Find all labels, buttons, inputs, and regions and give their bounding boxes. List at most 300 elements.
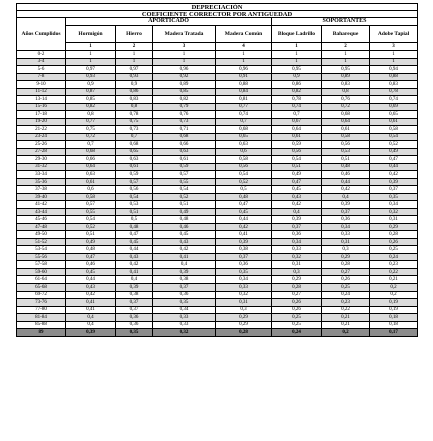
value-cell: 0,38 (116, 291, 153, 299)
value-cell: 0,77 (66, 118, 116, 126)
table-body (17, 51, 418, 337)
table-row (17, 96, 418, 104)
value-cell: 0,48 (66, 246, 116, 254)
value-cell: 0,36 (116, 321, 153, 329)
value-cell: 0,72 (322, 103, 370, 111)
value-cell: 0,9 (116, 81, 153, 89)
value-cell: 0,34 (153, 306, 216, 314)
value-cell: 0,7 (272, 111, 322, 119)
value-cell: 1 (370, 58, 418, 66)
value-cell: 0,6 (66, 186, 116, 194)
value-cell: 0,66 (66, 156, 116, 164)
column-index: 1 (66, 43, 116, 51)
value-cell: 0,25 (322, 283, 370, 291)
age-cell: 59-60 (17, 268, 66, 276)
value-cell: 0,37 (116, 299, 153, 307)
value-cell: 1 (322, 58, 370, 66)
value-cell: 0,72 (66, 133, 116, 141)
value-cell: 0,29 (272, 276, 322, 284)
value-cell: 0,25 (370, 246, 418, 254)
value-cell: 0,28 (322, 261, 370, 269)
value-cell: 0,63 (153, 148, 216, 156)
value-cell: 0,94 (370, 66, 418, 74)
value-cell: 0,65 (216, 133, 272, 141)
table-row (17, 306, 418, 314)
table-row (17, 118, 418, 126)
value-cell: 0,48 (153, 216, 216, 224)
table-row (17, 148, 418, 156)
age-cell: 23-24 (17, 133, 66, 141)
value-cell: 0,78 (370, 88, 418, 96)
value-cell: 0,47 (272, 178, 322, 186)
column-index: 3 (153, 43, 216, 51)
value-cell: 0,39 (322, 201, 370, 209)
value-cell: 0,41 (153, 253, 216, 261)
age-cell: 43-44 (17, 208, 66, 216)
value-cell: 0,57 (153, 171, 216, 179)
table-subtitle: COEFICIENTE CORRECTOR POR ANTIGÜEDAD (17, 11, 418, 18)
age-cell: 11-12 (17, 88, 66, 96)
value-cell: 0,21 (322, 314, 370, 322)
value-cell: 0,21 (370, 276, 418, 284)
age-cell: 31-32 (17, 163, 66, 171)
value-cell: 0,22 (322, 306, 370, 314)
column-index: 4 (216, 43, 272, 51)
group-soportantes: SOPORTANTES (272, 18, 418, 26)
value-cell: 0,22 (370, 268, 418, 276)
value-cell: 0,92 (153, 73, 216, 81)
value-cell: 1 (116, 58, 153, 66)
value-cell: 0,43 (272, 193, 322, 201)
value-cell: 0,38 (153, 276, 216, 284)
age-cell: 81-84 (17, 314, 66, 322)
value-cell: 0,33 (153, 314, 216, 322)
value-cell: 0,49 (272, 171, 322, 179)
age-cell: 45-46 (17, 216, 66, 224)
value-cell: 0,41 (116, 268, 153, 276)
age-cell: 3-4 (17, 58, 66, 66)
value-cell: 0,48 (322, 163, 370, 171)
value-cell: 0,42 (153, 246, 216, 254)
value-cell: 0,19 (370, 299, 418, 307)
value-cell: 0,93 (66, 73, 116, 81)
table-row (17, 201, 418, 209)
value-cell: 0,51 (322, 156, 370, 164)
column-header: Bloque Ladrillo (272, 26, 322, 43)
value-cell: 0,65 (116, 148, 153, 156)
value-cell: 0,89 (153, 81, 216, 89)
value-cell: 0,28 (216, 329, 272, 337)
value-cell: 0,83 (322, 81, 370, 89)
depreciation-sheet (16, 3, 417, 337)
value-cell: 0,54 (370, 133, 418, 141)
value-cell: 0,42 (216, 223, 272, 231)
age-cell: 49-50 (17, 231, 66, 239)
value-cell: 0,93 (116, 73, 153, 81)
value-cell: 0,32 (370, 208, 418, 216)
value-cell: 0,44 (216, 216, 272, 224)
value-cell: 0,49 (370, 148, 418, 156)
column-index: 2 (116, 43, 153, 51)
column-header: Madera Común (216, 26, 272, 43)
table-row (17, 314, 418, 322)
table-row (17, 283, 418, 291)
value-cell: 0,9 (66, 81, 116, 89)
value-cell: 0,2 (370, 291, 418, 299)
value-cell: 0,75 (66, 126, 116, 134)
table-row (17, 58, 418, 66)
value-cell: 0,35 (153, 299, 216, 307)
value-cell: 0,52 (66, 223, 116, 231)
value-cell: 0,33 (216, 283, 272, 291)
table-row (17, 193, 418, 201)
table-row (17, 126, 418, 134)
value-cell: 0,64 (272, 126, 322, 134)
table-row (17, 299, 418, 307)
table-row (17, 111, 418, 119)
value-cell: 0,97 (116, 66, 153, 74)
value-cell: 0,42 (322, 186, 370, 194)
age-cell: 65-68 (17, 283, 66, 291)
value-cell: 0,43 (153, 238, 216, 246)
value-cell: 0,31 (322, 238, 370, 246)
value-cell: 0,61 (272, 133, 322, 141)
value-cell: 0,56 (322, 141, 370, 149)
age-cell: 17-18 (17, 111, 66, 119)
value-cell: 1 (153, 51, 216, 59)
value-cell: 0,35 (116, 329, 153, 337)
value-cell: 0,97 (66, 66, 116, 74)
value-cell: 0,54 (66, 216, 116, 224)
age-cell: 37-38 (17, 186, 66, 194)
table-row (17, 73, 418, 81)
value-cell: 0,39 (116, 283, 153, 291)
age-cell: 0-2 (17, 51, 66, 59)
age-cell: 41-42 (17, 201, 66, 209)
value-cell: 0,67 (272, 118, 322, 126)
age-cell: 85-88 (17, 321, 66, 329)
value-cell: 0,66 (153, 141, 216, 149)
table-row (17, 133, 418, 141)
table-row (17, 141, 418, 149)
value-cell: 0,54 (216, 171, 272, 179)
value-cell: 0,87 (66, 88, 116, 96)
value-cell: 0,59 (272, 141, 322, 149)
value-cell: 0,3 (216, 306, 272, 314)
value-cell: 0,24 (322, 291, 370, 299)
value-cell: 0,37 (322, 208, 370, 216)
value-cell: 0,28 (370, 231, 418, 239)
value-cell: 0,65 (370, 111, 418, 119)
value-cell: 0,4 (272, 208, 322, 216)
age-cell: 55-56 (17, 253, 66, 261)
value-cell: 0,25 (272, 321, 322, 329)
age-cell: 53-54 (17, 246, 66, 254)
value-cell: 0,4 (66, 314, 116, 322)
value-cell: 0,38 (216, 246, 272, 254)
value-cell: 0,84 (216, 88, 272, 96)
value-cell: 0,82 (153, 96, 216, 104)
table-row (17, 163, 418, 171)
column-index: 3 (370, 43, 418, 51)
value-cell: 0,4 (116, 276, 153, 284)
value-cell: 0,29 (322, 253, 370, 261)
value-cell: 0,32 (272, 253, 322, 261)
age-cell: 25-26 (17, 141, 66, 149)
value-cell: 0,39 (272, 216, 322, 224)
value-cell: 0,95 (322, 66, 370, 74)
age-cell: 35-36 (17, 178, 66, 186)
value-cell: 0,61 (66, 178, 116, 186)
value-cell: 0,37 (370, 186, 418, 194)
age-cell: 27-28 (17, 148, 66, 156)
value-cell: 0,39 (153, 268, 216, 276)
value-cell: 0,64 (322, 118, 370, 126)
value-cell: 0,63 (66, 171, 116, 179)
value-cell: 0,51 (116, 208, 153, 216)
value-cell: 0,56 (272, 148, 322, 156)
value-cell: 0,34 (370, 201, 418, 209)
value-cell: 0,96 (153, 66, 216, 74)
table-row (17, 231, 418, 239)
value-cell: 0,37 (216, 253, 272, 261)
value-cell: 0,4 (66, 321, 116, 329)
value-cell: 0,39 (370, 178, 418, 186)
value-cell: 0,68 (216, 126, 272, 134)
value-cell: 0,26 (272, 299, 322, 307)
value-cell: 0,55 (66, 208, 116, 216)
value-cell: 0,34 (322, 223, 370, 231)
value-cell: 0,7 (66, 141, 116, 149)
value-cell: 0,29 (370, 223, 418, 231)
value-cell: 0,83 (116, 96, 153, 104)
value-cell: 0,8 (66, 111, 116, 119)
value-cell: 0,54 (272, 156, 322, 164)
value-cell: 0,85 (153, 88, 216, 96)
value-cell: 0,86 (272, 81, 322, 89)
value-cell: 0,56 (116, 186, 153, 194)
value-cell: 0,7 (216, 118, 272, 126)
value-cell: 0,29 (216, 314, 272, 322)
value-cell: 0,74 (216, 111, 272, 119)
value-cell: 0,34 (216, 276, 272, 284)
column-header: Madera Tratada (153, 26, 216, 43)
value-cell: 0,68 (116, 141, 153, 149)
value-cell: 0,59 (153, 163, 216, 171)
value-cell: 0,44 (116, 246, 153, 254)
value-cell: 0,74 (370, 96, 418, 104)
value-cell: 0,39 (66, 329, 116, 337)
table-row (17, 186, 418, 194)
depreciation-table (16, 3, 418, 337)
value-cell: 0,37 (153, 283, 216, 291)
table-row (17, 276, 418, 284)
value-cell: 0,78 (272, 96, 322, 104)
age-cell: 73-76 (17, 299, 66, 307)
value-cell: 0,42 (272, 201, 322, 209)
group-aporticado: APORTICADO (66, 18, 272, 26)
value-cell: 1 (116, 51, 153, 59)
value-cell: 0,52 (216, 178, 272, 186)
value-cell: 0,41 (216, 231, 272, 239)
age-cell: 69-72 (17, 291, 66, 299)
value-cell: 1 (66, 51, 116, 59)
table-row (17, 208, 418, 216)
value-cell: 0,58 (66, 193, 116, 201)
value-cell: 0,82 (272, 88, 322, 96)
value-cell: 1 (370, 51, 418, 59)
value-cell: 0,58 (370, 126, 418, 134)
value-cell: 0,21 (322, 321, 370, 329)
value-cell: 0,57 (66, 201, 116, 209)
value-cell: 0,7 (116, 133, 153, 141)
value-cell: 0,78 (116, 111, 153, 119)
value-cell: 0,61 (153, 156, 216, 164)
value-cell: 0,32 (216, 291, 272, 299)
table-row (17, 216, 418, 224)
column-header: Bahareque (322, 26, 370, 43)
value-cell: 0,76 (153, 111, 216, 119)
value-cell: 0,58 (322, 133, 370, 141)
row-header-years: Años Cumplidos (17, 18, 66, 51)
value-cell: 0,52 (370, 141, 418, 149)
value-cell: 0,46 (322, 171, 370, 179)
value-cell: 0,4 (322, 193, 370, 201)
value-cell: 1 (272, 58, 322, 66)
age-cell: 47-48 (17, 223, 66, 231)
value-cell: 0,8 (116, 103, 153, 111)
value-cell: 0,42 (66, 291, 116, 299)
column-header: Hierro (116, 26, 153, 43)
value-cell: 0,55 (153, 178, 216, 186)
value-cell: 1 (153, 58, 216, 66)
value-cell: 0,74 (272, 103, 322, 111)
value-cell: 0,33 (153, 321, 216, 329)
table-row (17, 178, 418, 186)
table-row (17, 51, 418, 59)
value-cell: 0,19 (370, 306, 418, 314)
value-cell: 0,36 (116, 314, 153, 322)
value-cell: 0,51 (153, 201, 216, 209)
value-cell: 0,31 (216, 299, 272, 307)
value-cell: 0,37 (272, 223, 322, 231)
value-cell: 0,73 (116, 126, 153, 134)
age-cell: 57-58 (17, 261, 66, 269)
value-cell: 0,41 (66, 306, 116, 314)
value-cell: 0,69 (370, 103, 418, 111)
value-cell: 0,31 (370, 216, 418, 224)
value-cell: 0,49 (153, 208, 216, 216)
value-cell: 0,2 (370, 283, 418, 291)
value-cell: 0,73 (153, 118, 216, 126)
value-cell: 0,52 (153, 193, 216, 201)
value-cell: 0,57 (116, 178, 153, 186)
value-cell: 0,5 (216, 186, 272, 194)
value-cell: 0,43 (66, 283, 116, 291)
value-cell: 0,86 (116, 88, 153, 96)
table-row (17, 268, 418, 276)
value-cell: 0,36 (153, 291, 216, 299)
value-cell: 0,42 (116, 261, 153, 269)
table-row (17, 88, 418, 96)
age-cell: 39-40 (17, 193, 66, 201)
value-cell: 0,44 (322, 178, 370, 186)
value-cell: 0,32 (153, 329, 216, 337)
value-cell: 0,95 (272, 66, 322, 74)
column-header: Adobe Tapial (370, 26, 418, 43)
value-cell: 0,63 (216, 141, 272, 149)
value-cell: 0,28 (272, 283, 322, 291)
table-row (17, 238, 418, 246)
value-cell: 0,9 (272, 73, 322, 81)
value-cell: 0,47 (370, 156, 418, 164)
value-cell: 0,25 (272, 314, 322, 322)
value-cell: 0,23 (370, 261, 418, 269)
value-cell: 0,37 (116, 306, 153, 314)
value-cell: 0,51 (66, 231, 116, 239)
value-cell: 0,85 (66, 96, 116, 104)
value-cell: 0,4 (153, 261, 216, 269)
table-row (17, 291, 418, 299)
value-cell: 0,76 (322, 96, 370, 104)
column-index: 1 (272, 43, 322, 51)
value-cell: 0,47 (216, 201, 272, 209)
value-cell: 0,36 (272, 231, 322, 239)
value-cell: 0,63 (116, 156, 153, 164)
table-row (17, 321, 418, 329)
column-index: 2 (322, 43, 370, 51)
value-cell: 0,71 (153, 126, 216, 134)
value-cell: 1 (216, 58, 272, 66)
age-cell: 19-20 (17, 118, 66, 126)
value-cell: 0,96 (216, 66, 272, 74)
table-row (17, 66, 418, 74)
value-cell: 0,56 (216, 163, 272, 171)
value-cell: 0,61 (322, 126, 370, 134)
value-cell: 0,36 (322, 216, 370, 224)
age-cell: 5-6 (17, 66, 66, 74)
value-cell: 0,3 (322, 246, 370, 254)
value-cell: 0,43 (116, 253, 153, 261)
value-cell: 0,8 (322, 88, 370, 96)
age-cell: 13-14 (17, 96, 66, 104)
value-cell: 0,88 (216, 81, 272, 89)
value-cell: 0,27 (322, 268, 370, 276)
value-cell: 0,5 (116, 216, 153, 224)
value-cell: 0,48 (216, 193, 272, 201)
value-cell: 0,41 (66, 299, 116, 307)
value-cell: 0,47 (66, 253, 116, 261)
value-cell: 1 (322, 51, 370, 59)
table-title: DEPRECIACIÓN (17, 4, 418, 11)
age-cell: 77-80 (17, 306, 66, 314)
value-cell: 0,33 (322, 231, 370, 239)
value-cell: 0,24 (370, 253, 418, 261)
value-cell: 0,29 (216, 321, 272, 329)
value-cell: 0,68 (322, 111, 370, 119)
value-cell: 0,46 (66, 261, 116, 269)
value-cell: 0,68 (153, 133, 216, 141)
age-cell: 7-8 (17, 73, 66, 81)
age-cell: 21-22 (17, 126, 66, 134)
value-cell: 0,17 (370, 329, 418, 337)
value-cell: 0,34 (272, 238, 322, 246)
value-cell: 0,39 (216, 238, 272, 246)
value-cell: 0,42 (370, 171, 418, 179)
value-cell: 0,18 (370, 321, 418, 329)
value-cell: 1 (272, 51, 322, 59)
value-cell: 0,81 (216, 96, 272, 104)
